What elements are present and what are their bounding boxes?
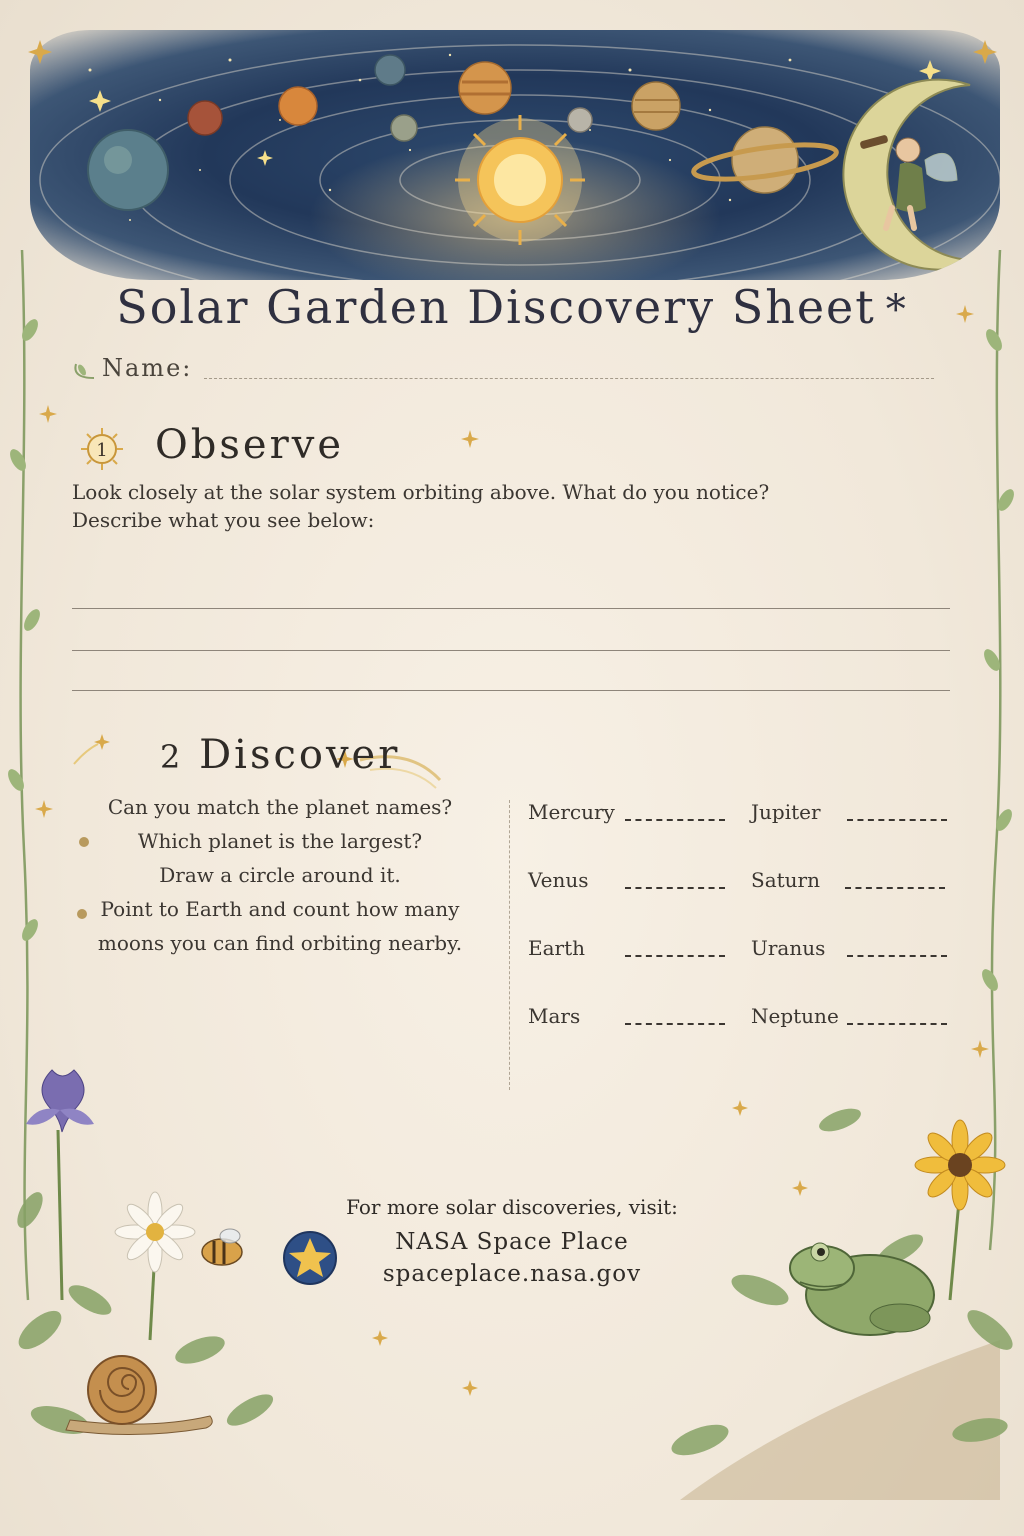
planet-name: Uranus bbox=[751, 936, 826, 960]
answer-blank[interactable] bbox=[625, 1023, 725, 1025]
footer bbox=[0, 1195, 1024, 1287]
name-label: Name: bbox=[102, 354, 193, 382]
section2-questions bbox=[72, 790, 488, 960]
section2-number: 2 bbox=[160, 738, 184, 776]
section1-badge-number: 1 bbox=[96, 440, 108, 461]
column-divider bbox=[509, 800, 510, 1090]
bullet-dot-icon bbox=[74, 906, 90, 922]
planet-name: Venus bbox=[528, 868, 589, 892]
title-star-mark: * bbox=[885, 287, 908, 333]
leaf-sprig-icon bbox=[72, 360, 100, 382]
planet-match-jupiter[interactable] bbox=[751, 800, 971, 830]
footer-lead: For more solar discoveries, visit: bbox=[346, 1195, 678, 1219]
answer-blank[interactable] bbox=[847, 819, 947, 821]
section2-title: Discover bbox=[199, 732, 401, 778]
name-row bbox=[72, 354, 942, 384]
planet-name: Saturn bbox=[751, 868, 820, 892]
shooting-star-icon bbox=[70, 728, 110, 768]
answer-blank[interactable] bbox=[845, 887, 945, 889]
sun-badge-icon bbox=[80, 427, 124, 471]
answer-blank[interactable] bbox=[847, 1023, 947, 1025]
answer-line-3[interactable] bbox=[72, 690, 950, 691]
planet-name: Jupiter bbox=[751, 800, 821, 824]
question-2: Which planet is the largest? bbox=[137, 829, 423, 853]
footer-org: NASA Space Place bbox=[395, 1229, 629, 1255]
question-4: Point to Earth and count how many bbox=[100, 897, 460, 921]
name-field[interactable] bbox=[204, 378, 934, 379]
planet-name: Mars bbox=[528, 1004, 581, 1028]
planet-match-saturn[interactable] bbox=[751, 868, 971, 898]
question-5: moons you can find orbiting nearby. bbox=[97, 931, 463, 955]
answer-blank[interactable] bbox=[625, 955, 725, 957]
answer-line-1[interactable] bbox=[72, 608, 950, 609]
answer-blank[interactable] bbox=[847, 955, 947, 957]
question-3: Draw a circle around it. bbox=[159, 863, 401, 887]
section2-heading bbox=[160, 732, 400, 778]
planet-name: Mercury bbox=[528, 800, 615, 824]
snail-icon bbox=[66, 1356, 212, 1435]
answer-blank[interactable] bbox=[625, 819, 725, 821]
section1-instructions bbox=[72, 478, 769, 534]
answer-line-2[interactable] bbox=[72, 650, 950, 651]
bullet-dot-icon bbox=[76, 834, 92, 850]
planet-match-neptune[interactable] bbox=[751, 1004, 971, 1034]
planet-match-earth[interactable] bbox=[528, 936, 748, 966]
question-1: Can you match the planet names? bbox=[107, 795, 453, 819]
section1-heading: Observe bbox=[155, 422, 344, 468]
planet-name: Neptune bbox=[751, 1004, 839, 1028]
planet-name: Earth bbox=[528, 936, 586, 960]
answer-blank[interactable] bbox=[625, 887, 725, 889]
planet-match-uranus[interactable] bbox=[751, 936, 971, 966]
section1-line-1: Look closely at the solar system orbiting above. What do you notice? bbox=[72, 480, 770, 504]
page-title bbox=[0, 280, 1024, 334]
planet-match-mercury[interactable] bbox=[528, 800, 748, 830]
section1-line-2: Describe what you see below: bbox=[72, 508, 375, 532]
footer-url[interactable]: spaceplace.nasa.gov bbox=[382, 1261, 642, 1287]
title-text: Solar Garden Discovery Sheet bbox=[116, 280, 876, 334]
planet-match-mars[interactable] bbox=[528, 1004, 748, 1034]
planet-match-venus[interactable] bbox=[528, 868, 748, 898]
